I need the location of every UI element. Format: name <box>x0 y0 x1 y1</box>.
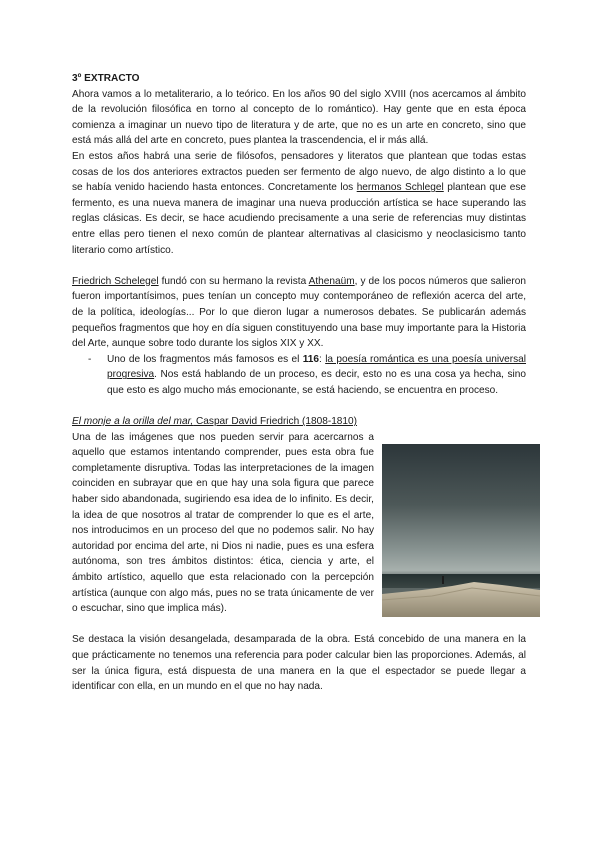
painting-image <box>382 444 540 617</box>
paragraph-gap <box>72 398 526 414</box>
paragraph-schlegel-after: plantean que ese fermento, es una nueva manera de imaginar una nueva producción artística se hace superando las reglas clásicas. Es decir, se hace acudiendo precisamente a una serie de referencias muy distintas entre ellas pero tienen el nexo común de plantear alternativas al clasicismo y neoclasicismo tanto literario como artístico. <box>72 182 526 256</box>
fragment-quote: la poesía romántica es una poesía universal progresiva <box>107 353 527 381</box>
monk-figure <box>442 576 444 584</box>
artwork-section <box>72 430 526 617</box>
paragraph-painting: Una de las imágenes que nos pueden servir para acercarnos a aquello que estamos intentando comprender, pues esta obra fue completamente disruptiva. Todas las interpretaciones de la imagen coinciden en subrayar que en que hay una sola figura que parece haber sido abandonada, sugiriendo esa idea de lo infinito. Es decir, la idea de que nosotros al tratar de comprender lo que es el arte, nos introducimos en un proceso del que no podemos salir. No hay autoridad por encima del arte, ni Dios ni nadie, pues es una esfera autónoma, son tres ámbitos distintos: ética, ciencia y arte, el ámbito artístico, aquello que esta relacionado con la percepción artística (aunque con algo más, pues no se trata únicamente de ver o escuchar, sino que implica más). <box>72 431 374 615</box>
friedrich-schlegel-name: Friedrich Schelegel <box>72 275 159 287</box>
bullet-dash: - <box>88 353 92 365</box>
bullet-colon: : <box>319 353 326 365</box>
athenaeum-journal: Athenaüm <box>308 275 355 287</box>
fragment-number: 116 <box>302 353 320 365</box>
artwork-title: El monje a la orilla del mar, <box>72 416 194 428</box>
paragraph-intro: Ahora vamos a lo metaliterario, a lo teórico. En los años 90 del siglo XVIII (nos acercamos al ámbito de la revolución filosófica en torno al concepto de lo romántico). Hay gente que en esta época comienza a imaginar un nuevo tipo de literatura y de arte, que no es un arte en concreto, sino que está más allá del arte en concreto, pues plantea la trascendencia, el ir más allá. <box>72 88 526 147</box>
paragraph-schlegel-before: En estos años habrá una serie de filósofos, pensadores y literatos que plantean que todas estas cosas de los dos anteriores extractos pueden ser fermento de algo nuevo, de algo distinto a lo que se había venido haciendo hasta entonces. Concretamente los <box>72 150 526 194</box>
paragraph-gap <box>72 617 526 633</box>
paragraph-schlegel <box>72 149 526 258</box>
document-body <box>72 71 526 695</box>
artwork-caption <box>72 414 526 430</box>
list-item-fragment-116 <box>72 352 526 399</box>
schlegel-brothers-link: hermanos Schlegel <box>356 182 444 194</box>
section-heading: 3º EXTRACTO <box>72 73 140 84</box>
bullet-before: Uno de los fragmentos más famosos es el <box>107 353 303 365</box>
paragraph-athenaeum-after: , y de los pocos números que salieron fueron importantísimos, pues tenían un concepto muy contemporáneo de reflexión acerca del arte, de la política, ideologías... Por lo que dieron lugar a numerosos debates. Se publicarán además pequeños fragmentos que hoy en día siguen constituyendo una base muy importante para la Historia del Arte, aunque sobre todo durante los siglos XIX y XX. <box>72 275 526 350</box>
paragraph-athenaeum <box>72 274 526 352</box>
paragraph-athenaeum-mid: fundó con su hermano la revista <box>158 275 309 287</box>
paragraph-conclusion: Se destaca la visión desangelada, desamparada de la obra. Está concebido de una manera en la que prácticamente no tenemos una referencia para poder calcular bien las proporciones. Además, al ser la única figura, está dispuesta de una manera en la que el espectador se puede llegar a identificar con ella, en un mundo en el que no hay nada. <box>72 634 526 693</box>
monk-by-the-sea-painting <box>382 444 540 617</box>
artwork-artist: Caspar David Friedrich (1808-1810) <box>193 416 358 428</box>
paragraph-gap <box>72 258 526 274</box>
bullet-after: . Nos está hablando de un proceso, es decir, esto no es una cosa ya hecha, sino que esto es algo mucho más emocionante, se está haciendo, se encuentra en proceso. <box>107 369 526 396</box>
